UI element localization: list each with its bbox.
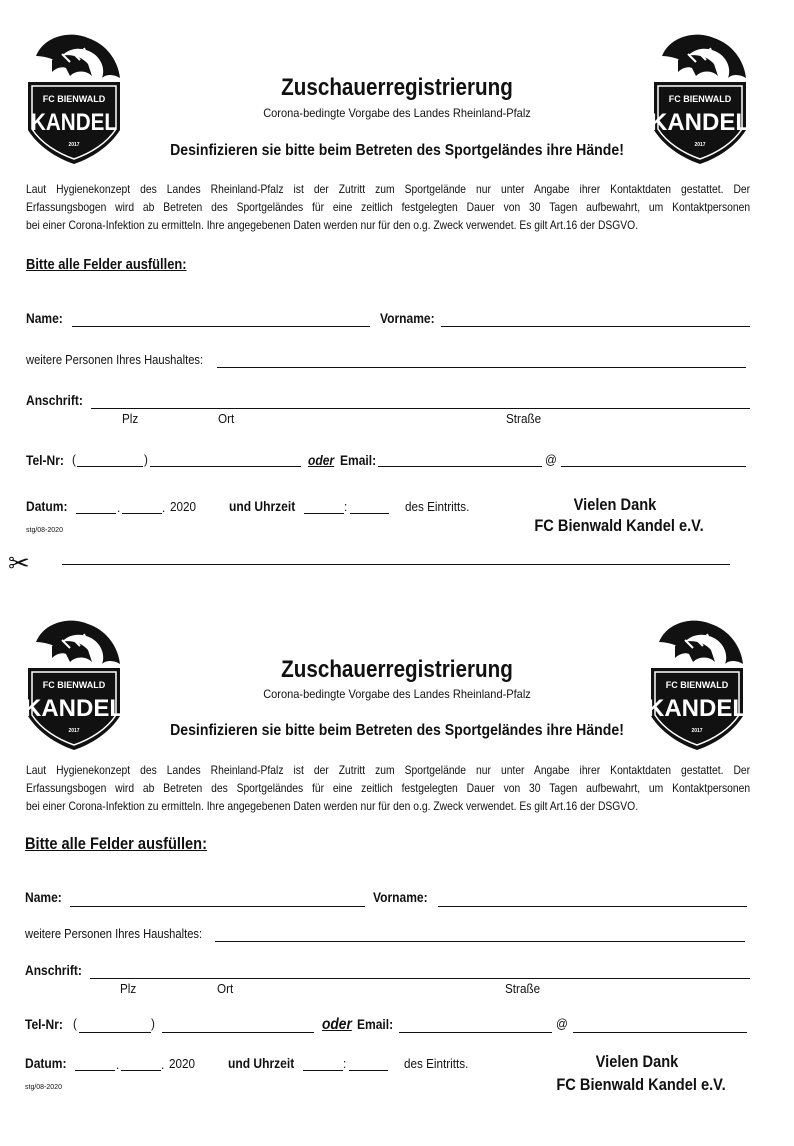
year-value: 2020 [169, 1056, 196, 1071]
date-day-field[interactable] [75, 1070, 115, 1071]
svg-text:KANDEL: KANDEL [647, 695, 747, 722]
datum-label: Datum: [25, 1055, 67, 1071]
fields-heading: Bitte alle Felder ausfüllen: [25, 834, 207, 853]
address-field[interactable] [90, 978, 750, 979]
form-title: Zuschauerregistrierung [281, 656, 513, 683]
address-label: Anschrift: [26, 392, 83, 408]
ort-caption: Ort [217, 981, 234, 996]
tel-area-code-field[interactable] [79, 1032, 151, 1033]
time-minute-field[interactable] [350, 513, 389, 514]
footer-code: stg/08-2020 [26, 527, 63, 534]
tel-label: Tel-Nr: [26, 452, 64, 468]
time-colon: : [343, 1056, 347, 1071]
household-field[interactable] [217, 367, 746, 368]
form-subtitle: Corona-bedingte Vorgabe des Landes Rheinland-Pfalz [263, 687, 531, 701]
tel-paren-open: ( [73, 1016, 77, 1031]
vorname-field[interactable] [438, 906, 747, 907]
date-month-field[interactable] [121, 1070, 161, 1071]
name-field[interactable] [70, 906, 365, 907]
svg-text:FC BIENWALD: FC BIENWALD [665, 680, 729, 690]
privacy-paragraph [26, 761, 750, 815]
date-month-field[interactable] [122, 513, 162, 514]
strasse-caption: Straße [506, 411, 542, 426]
svg-text:KANDEL: KANDEL [31, 108, 117, 136]
address-label: Anschrift: [25, 962, 82, 978]
plz-caption: Plz [120, 981, 137, 996]
email-domain-field[interactable] [561, 466, 746, 467]
datum-label: Datum: [26, 498, 68, 514]
thanks-line-1: Vielen Dank [595, 1052, 679, 1071]
paragraph-line: bei einer Corona-Infektion zu ermitteln. Ihre angegebenen Daten werden nur für den o.g. Zweck verwendet. Es gilt Art.16 der DSGVO. [26, 218, 639, 232]
footer-code: stg/08-2020 [25, 1084, 62, 1091]
paragraph-line: Laut Hygienekonzept des Landes Rheinland-Pfalz ist der Zutritt zum Sportgelände nur unter Angabe ihrer Kontaktdaten gestattet. Der [26, 182, 751, 196]
date-day-field[interactable] [76, 513, 116, 514]
tel-paren-close: ) [144, 452, 148, 467]
fields-heading: Bitte alle Felder ausfüllen: [26, 256, 187, 273]
svg-text:2017: 2017 [68, 142, 80, 148]
time-colon: : [344, 499, 348, 514]
strasse-caption: Straße [505, 981, 541, 996]
tel-paren-close: ) [151, 1016, 155, 1031]
name-label: Name: [25, 889, 62, 905]
paragraph-line: Laut Hygienekonzept des Landes Rheinland-Pfalz ist der Zutritt zum Sportgelände nur unter Angabe ihrer Kontaktdaten gestattet. Der [26, 763, 751, 777]
date-dot: . [161, 1057, 165, 1072]
plz-caption: Plz [122, 411, 139, 426]
date-dot: . [162, 500, 166, 515]
eintritt-label: des Eintritts. [405, 499, 470, 514]
email-label: Email: [340, 452, 377, 468]
svg-text:FC BIENWALD: FC BIENWALD [668, 94, 732, 104]
tel-paren-open: ( [72, 452, 76, 467]
hygiene-slogan: Desinfizieren sie bitte beim Betreten des Sportgeländes ihre Hände! [170, 722, 624, 739]
date-dot: . [117, 500, 121, 515]
email-label: Email: [357, 1016, 394, 1032]
svg-text:KANDEL: KANDEL [24, 695, 124, 722]
oder-label: oder [322, 1016, 352, 1033]
year-value: 2020 [170, 499, 197, 514]
svg-text:FC BIENWALD: FC BIENWALD [42, 680, 106, 690]
ort-caption: Ort [218, 411, 235, 426]
email-domain-field[interactable] [573, 1032, 747, 1033]
oder-label: oder [308, 452, 335, 468]
paragraph-line: Erfassungsbogen wird ab Betreten des Sportgeländes für eine zeitlich festgelegten Dauer von 30 Tagen aufbewahrt, um Kontaktpersonen [26, 781, 751, 795]
tel-label: Tel-Nr: [25, 1016, 63, 1032]
svg-text:KANDEL: KANDEL [650, 109, 750, 136]
email-local-field[interactable] [378, 466, 542, 467]
thanks-line-2: FC Bienwald Kandel e.V. [556, 1075, 726, 1094]
eintritt-label: des Eintritts. [404, 1056, 469, 1071]
time-hour-field[interactable] [303, 1070, 343, 1071]
household-label: weitere Personen Ihres Haushaltes: [26, 352, 204, 367]
time-hour-field[interactable] [304, 513, 344, 514]
date-dot: . [116, 1057, 120, 1072]
form-title: Zuschauerregistrierung [281, 74, 513, 101]
uhrzeit-label: und Uhrzeit [228, 1055, 295, 1071]
household-field[interactable] [215, 941, 745, 942]
time-minute-field[interactable] [349, 1070, 388, 1071]
at-sign: @ [545, 452, 557, 467]
registration-form-2 [0, 586, 794, 1146]
svg-text:2017: 2017 [694, 142, 706, 148]
vorname-label: Vorname: [373, 889, 428, 905]
form-subtitle: Corona-bedingte Vorgabe des Landes Rheinland-Pfalz [263, 106, 531, 120]
uhrzeit-label: und Uhrzeit [229, 498, 296, 514]
paragraph-line: Erfassungsbogen wird ab Betreten des Sportgeländes für eine zeitlich festgelegten Dauer von 30 Tagen aufbewahrt, um Kontaktpersonen [26, 200, 751, 214]
svg-text:2017: 2017 [691, 728, 703, 734]
email-local-field[interactable] [399, 1032, 552, 1033]
name-label: Name: [26, 310, 63, 326]
registration-form-1 [0, 0, 794, 560]
tel-area-code-field[interactable] [77, 466, 143, 467]
thanks-line-2: FC Bienwald Kandel e.V. [534, 516, 704, 535]
tel-number-field[interactable] [162, 1032, 314, 1033]
svg-text:FC BIENWALD: FC BIENWALD [42, 94, 106, 104]
thanks-line-1: Vielen Dank [573, 495, 657, 514]
household-label: weitere Personen Ihres Haushaltes: [25, 926, 203, 941]
privacy-paragraph [26, 180, 750, 234]
scissors-icon: ✂ [8, 548, 30, 578]
vorname-field[interactable] [441, 326, 750, 327]
svg-text:2017: 2017 [68, 728, 80, 734]
paragraph-line: bei einer Corona-Infektion zu ermitteln. Ihre angegebenen Daten werden nur für den o.g. Zweck verwendet. Es gilt Art.16 der DSGVO. [26, 799, 639, 813]
tel-number-field[interactable] [150, 466, 301, 467]
at-sign: @ [556, 1016, 568, 1031]
hygiene-slogan: Desinfizieren sie bitte beim Betreten des Sportgeländes ihre Hände! [170, 142, 624, 159]
vorname-label: Vorname: [380, 310, 435, 326]
cut-line [62, 564, 730, 565]
address-field[interactable] [91, 408, 750, 409]
name-field[interactable] [72, 326, 370, 327]
